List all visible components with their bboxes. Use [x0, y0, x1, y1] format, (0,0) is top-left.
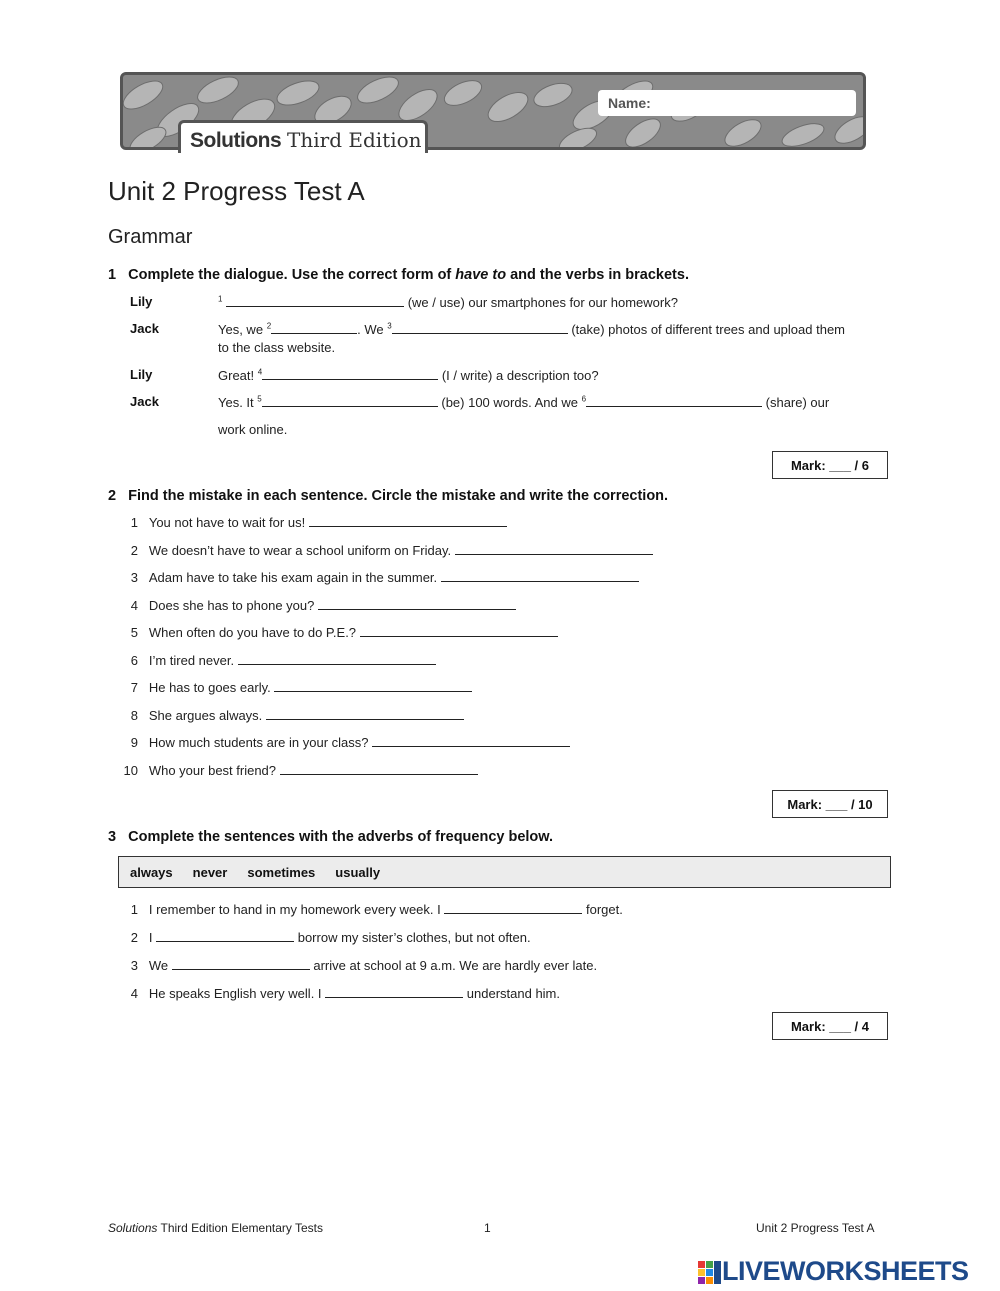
item-text: He has to goes early.: [148, 680, 271, 695]
q3-instruction: [108, 829, 553, 845]
item-number: 3: [130, 958, 138, 973]
q1-number: 1: [108, 267, 117, 283]
dialogue-line-3-b: (I / write) a description too?: [441, 368, 599, 383]
item-text-a: We: [148, 958, 169, 973]
speaker-lily-1: Lily: [130, 294, 153, 309]
list-item: [112, 901, 623, 917]
q1-instruction-b: and the verbs in brackets.: [506, 267, 689, 283]
item-number: 4: [130, 986, 138, 1001]
liveworksheets-text: LIVEWORKSHEETS: [722, 1256, 969, 1286]
q3-mark-box: Mark: ___ / 4: [772, 1012, 888, 1040]
q3-instruction-text: Complete the sentences with the adverbs of frequency below.: [128, 829, 554, 845]
q1-instruction-italic: have to: [455, 267, 507, 283]
q2-instruction: [108, 488, 668, 504]
list-item: [112, 597, 516, 613]
gap-3[interactable]: [392, 321, 568, 334]
name-label: Name:: [608, 95, 651, 111]
gap-number-5: 5: [257, 394, 262, 404]
dialogue-line-4-b: (be) 100 words. And we: [441, 395, 578, 410]
dialogue-line-2-cont: to the class website.: [218, 340, 336, 355]
item-number: 1: [130, 515, 138, 530]
item-text-b: forget.: [585, 902, 623, 917]
answer-line[interactable]: [266, 707, 464, 720]
speaker-jack-2: Jack: [130, 394, 159, 409]
item-text: Does she has to phone you?: [148, 597, 315, 613]
item-text-b: arrive at school at 9 a.m. We are hardly ever late.: [313, 958, 598, 973]
answer-line[interactable]: [455, 542, 653, 555]
q2-mark-box: Mark: ___ / 10: [772, 790, 888, 818]
list-item: [112, 624, 558, 640]
dialogue-line-2: [218, 321, 845, 337]
item-number: 7: [130, 680, 138, 695]
brand-rest: Third Edition: [287, 128, 422, 152]
answer-line[interactable]: [156, 929, 294, 942]
gap-5[interactable]: [262, 394, 438, 407]
item-text: We doesn’t have to wear a school uniform on Friday.: [148, 542, 452, 558]
gap-4[interactable]: [262, 367, 438, 380]
answer-line[interactable]: [172, 957, 310, 970]
page-number: 1: [484, 1221, 491, 1235]
answer-line[interactable]: [372, 734, 570, 747]
item-text-a: I remember to hand in my homework every week. I: [148, 902, 441, 917]
list-item: [112, 679, 472, 695]
word-usually: usually: [335, 864, 381, 880]
page-title: Unit 2 Progress Test A: [108, 176, 365, 206]
word-sometimes: sometimes: [247, 864, 316, 880]
item-number: 4: [130, 597, 138, 613]
list-item: [112, 762, 478, 778]
dialogue-line-1: [218, 294, 678, 310]
list-item: [112, 542, 653, 558]
list-item: [112, 569, 639, 585]
dialogue-line-3-a: Great!: [218, 368, 255, 383]
gap-number-1: 1: [218, 294, 223, 304]
answer-line[interactable]: [444, 901, 582, 914]
q1-instruction-a: Complete the dialogue. Use the correct form of: [128, 267, 456, 283]
answer-line[interactable]: [360, 624, 558, 637]
answer-line[interactable]: [309, 514, 507, 527]
list-item: [112, 929, 531, 945]
brand-bold: Solutions: [190, 129, 282, 152]
gap-1[interactable]: [226, 294, 404, 307]
liveworksheets-logo: [698, 1256, 969, 1287]
item-number: 2: [130, 930, 138, 945]
item-number: 2: [130, 542, 138, 558]
gap-number-6: 6: [581, 394, 587, 404]
word-never: never: [192, 864, 228, 880]
item-text-b: borrow my sister’s clothes, but not often.: [297, 930, 531, 945]
item-text: She argues always.: [148, 707, 263, 723]
footer-right: Unit 2 Progress Test A: [756, 1221, 875, 1235]
q3-number: 3: [108, 829, 117, 845]
dialogue-line-4: [218, 394, 829, 410]
item-number: 10: [123, 762, 138, 778]
gap-number-2: 2: [266, 321, 272, 331]
answer-line[interactable]: [318, 597, 516, 610]
footer-left-text: Third Edition Elementary Tests: [157, 1221, 324, 1235]
footer-series: Solutions: [108, 1221, 158, 1235]
word-always: always: [130, 864, 173, 880]
speaker-jack-1: Jack: [130, 321, 159, 336]
item-text-b: understand him.: [466, 986, 561, 1001]
liveworksheets-icon: [698, 1259, 722, 1285]
brand-logo: [190, 128, 422, 153]
dialogue-line-1-text: (we / use) our smartphones for our homework?: [407, 295, 678, 310]
answer-line[interactable]: [274, 679, 472, 692]
q1-instruction: [108, 267, 689, 283]
item-text: Who your best friend?: [148, 762, 277, 778]
item-text: When often do you have to do P.E.?: [148, 625, 357, 640]
answer-line[interactable]: [280, 762, 478, 775]
list-item: [112, 652, 436, 668]
item-text-a: I: [148, 930, 153, 945]
list-item: [112, 514, 507, 530]
item-number: 9: [130, 735, 138, 750]
dialogue-line-4-c: (share) our: [765, 395, 830, 410]
item-number: 1: [130, 902, 138, 917]
list-item: [112, 734, 570, 750]
dialogue-line-4-cont: work online.: [218, 422, 288, 437]
q1-mark-box: Mark: ___ / 6: [772, 451, 888, 479]
answer-line[interactable]: [325, 985, 463, 998]
q2-number: 2: [108, 488, 117, 504]
gap-number-4: 4: [257, 367, 263, 377]
dialogue-line-3: [218, 367, 599, 383]
word-box: [118, 856, 891, 888]
dialogue-line-2-c: (take) photos of different trees and upload them: [571, 322, 845, 337]
speaker-lily-2: Lily: [130, 367, 153, 382]
item-number: 8: [130, 707, 138, 723]
item-text-a: He speaks English very well. I: [148, 986, 322, 1001]
dialogue-line-2-b: . We: [357, 322, 384, 337]
item-text: How much students are in your class?: [148, 735, 369, 750]
answer-line[interactable]: [441, 569, 639, 582]
list-item: [112, 707, 464, 723]
item-text: Adam have to take his exam again in the summer.: [148, 570, 438, 585]
item-number: 5: [130, 625, 138, 640]
footer-left: [108, 1221, 323, 1235]
section-heading: Grammar: [108, 226, 193, 248]
item-text: You not have to wait for us!: [148, 515, 306, 530]
item-number: 3: [130, 570, 138, 585]
gap-6[interactable]: [586, 394, 762, 407]
item-number: 6: [130, 652, 138, 668]
q2-instruction-text: Find the mistake in each sentence. Circle the mistake and write the correction.: [128, 488, 669, 504]
dialogue-line-2-a: Yes, we: [218, 322, 264, 337]
item-text: I’m tired never.: [148, 652, 235, 668]
gap-number-3: 3: [387, 321, 392, 331]
list-item: [112, 985, 560, 1001]
dialogue-line-4-a: Yes. It: [218, 395, 254, 410]
list-item: [112, 957, 597, 973]
answer-line[interactable]: [238, 652, 436, 665]
gap-2[interactable]: [271, 321, 357, 334]
